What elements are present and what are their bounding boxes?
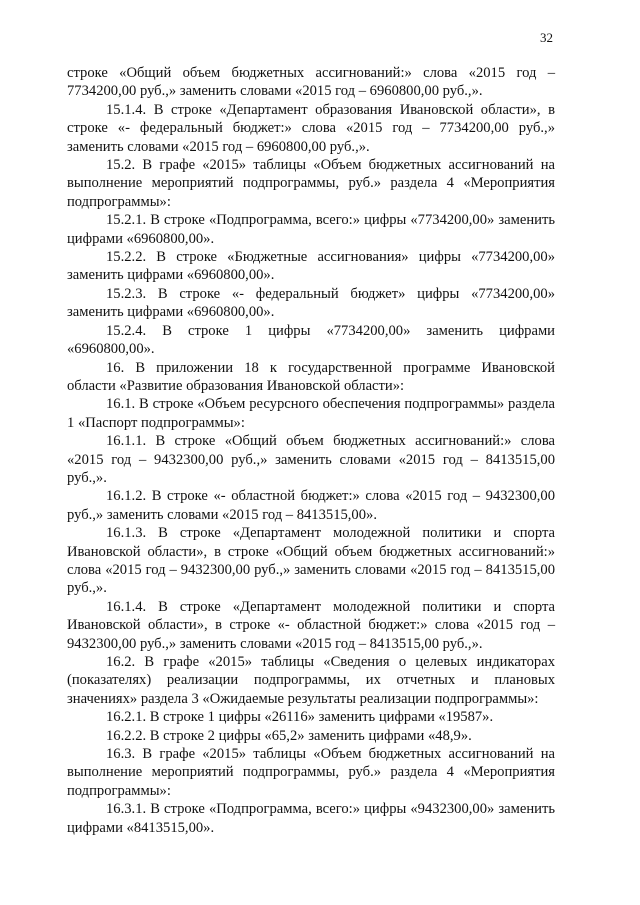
paragraph: 16.3. В графе «2015» таблицы «Объем бюджетных ассигнований на выполнение мероприятий подпрограммы, руб.» раздела 4 «Мероприятия подпрограммы»:	[67, 746, 555, 799]
paragraph: 15.2.2. В строке «Бюджетные ассигнования» цифры «7734200,00» заменить цифрами «6960800,00».	[67, 249, 555, 284]
paragraph: 16.1.2. В строке «- областной бюджет:» слова «2015 год – 9432300,00 руб.,» заменить словами «2015 год – 8413515,00».	[67, 488, 555, 523]
paragraph: 15.2.3. В строке «- федеральный бюджет» цифры «7734200,00» заменить цифрами «6960800,00».	[67, 285, 555, 321]
paragraph: строке «Общий объем бюджетных ассигнований:» слова «2015 год – 7734200,00 руб.,» заменить словами «2015 год – 6960800,00 руб.,».	[67, 65, 555, 100]
paragraph: 16.1.3. В строке «Департамент молодежной политики и спорта Ивановской области», в строке «Общий объем бюджетных ассигнований:» слова «2015 год – 9432300,00 руб.,» заменить словами «2015 год – 8413515,00 руб.,».	[67, 525, 555, 597]
paragraph: 15.2.1. В строке «Подпрограмма, всего:» цифры «7734200,00» заменить цифрами «6960800,00».	[67, 212, 555, 247]
paragraph: 16.2.1. В строке 1 цифры «26116» заменить цифрами «19587».	[106, 709, 494, 726]
paragraph: 15.2.4. В строке 1 цифры «7734200,00» заменить цифрами «6960800,00».	[67, 322, 555, 358]
paragraph: 16.1.1. В строке «Общий объем бюджетных ассигнований:» слова «2015 год – 9432300,00 руб.,» заменить словами «2015 год – 8413515,00 руб.,».	[67, 433, 555, 486]
paragraph: 16.2.2. В строке 2 цифры «65,2» заменить цифрами «48,9».	[106, 727, 472, 744]
paragraph: 16.1.4. В строке «Департамент молодежной политики и спорта Ивановской области», в строке «- областной бюджет:» слова «2015 год – 9432300,00 руб.,» заменить словами «2015 год – 8413515,00 руб.,».	[67, 598, 555, 652]
paragraph: 15.1.4. В строке «Департамент образования Ивановской области», в строке «- федеральный бюджет:» слова «2015 год – 7734200,00 руб.,» заменить словами «2015 год – 6960800,00 руб.,».	[67, 101, 555, 155]
paragraph: 16.3.1. В строке «Подпрограмма, всего:» цифры «9432300,00» заменить цифрами «8413515,00».	[67, 801, 555, 836]
page-number: 32	[540, 30, 553, 45]
paragraph: 16.2. В графе «2015» таблицы «Сведения о целевых индикаторах (показателях) реализации подпрограммы, их отчетных и плановых значениях» раздела 3 «Ожидаемые результаты реализации подпрограммы»:	[67, 654, 555, 707]
paragraph: 15.2. В графе «2015» таблицы «Объем бюджетных ассигнований на выполнение мероприятий подпрограммы, руб.» раздела 4 «Мероприятия подпрограммы»:	[67, 157, 555, 210]
document-body	[67, 64, 555, 837]
paragraph: 16.1. В строке «Объем ресурсного обеспечения подпрограммы» раздела 1 «Паспорт подпрограммы»:	[67, 396, 555, 431]
paragraph: 16. В приложении 18 к государственной программе Ивановской области «Развитие образования Ивановской области»:	[67, 359, 555, 394]
